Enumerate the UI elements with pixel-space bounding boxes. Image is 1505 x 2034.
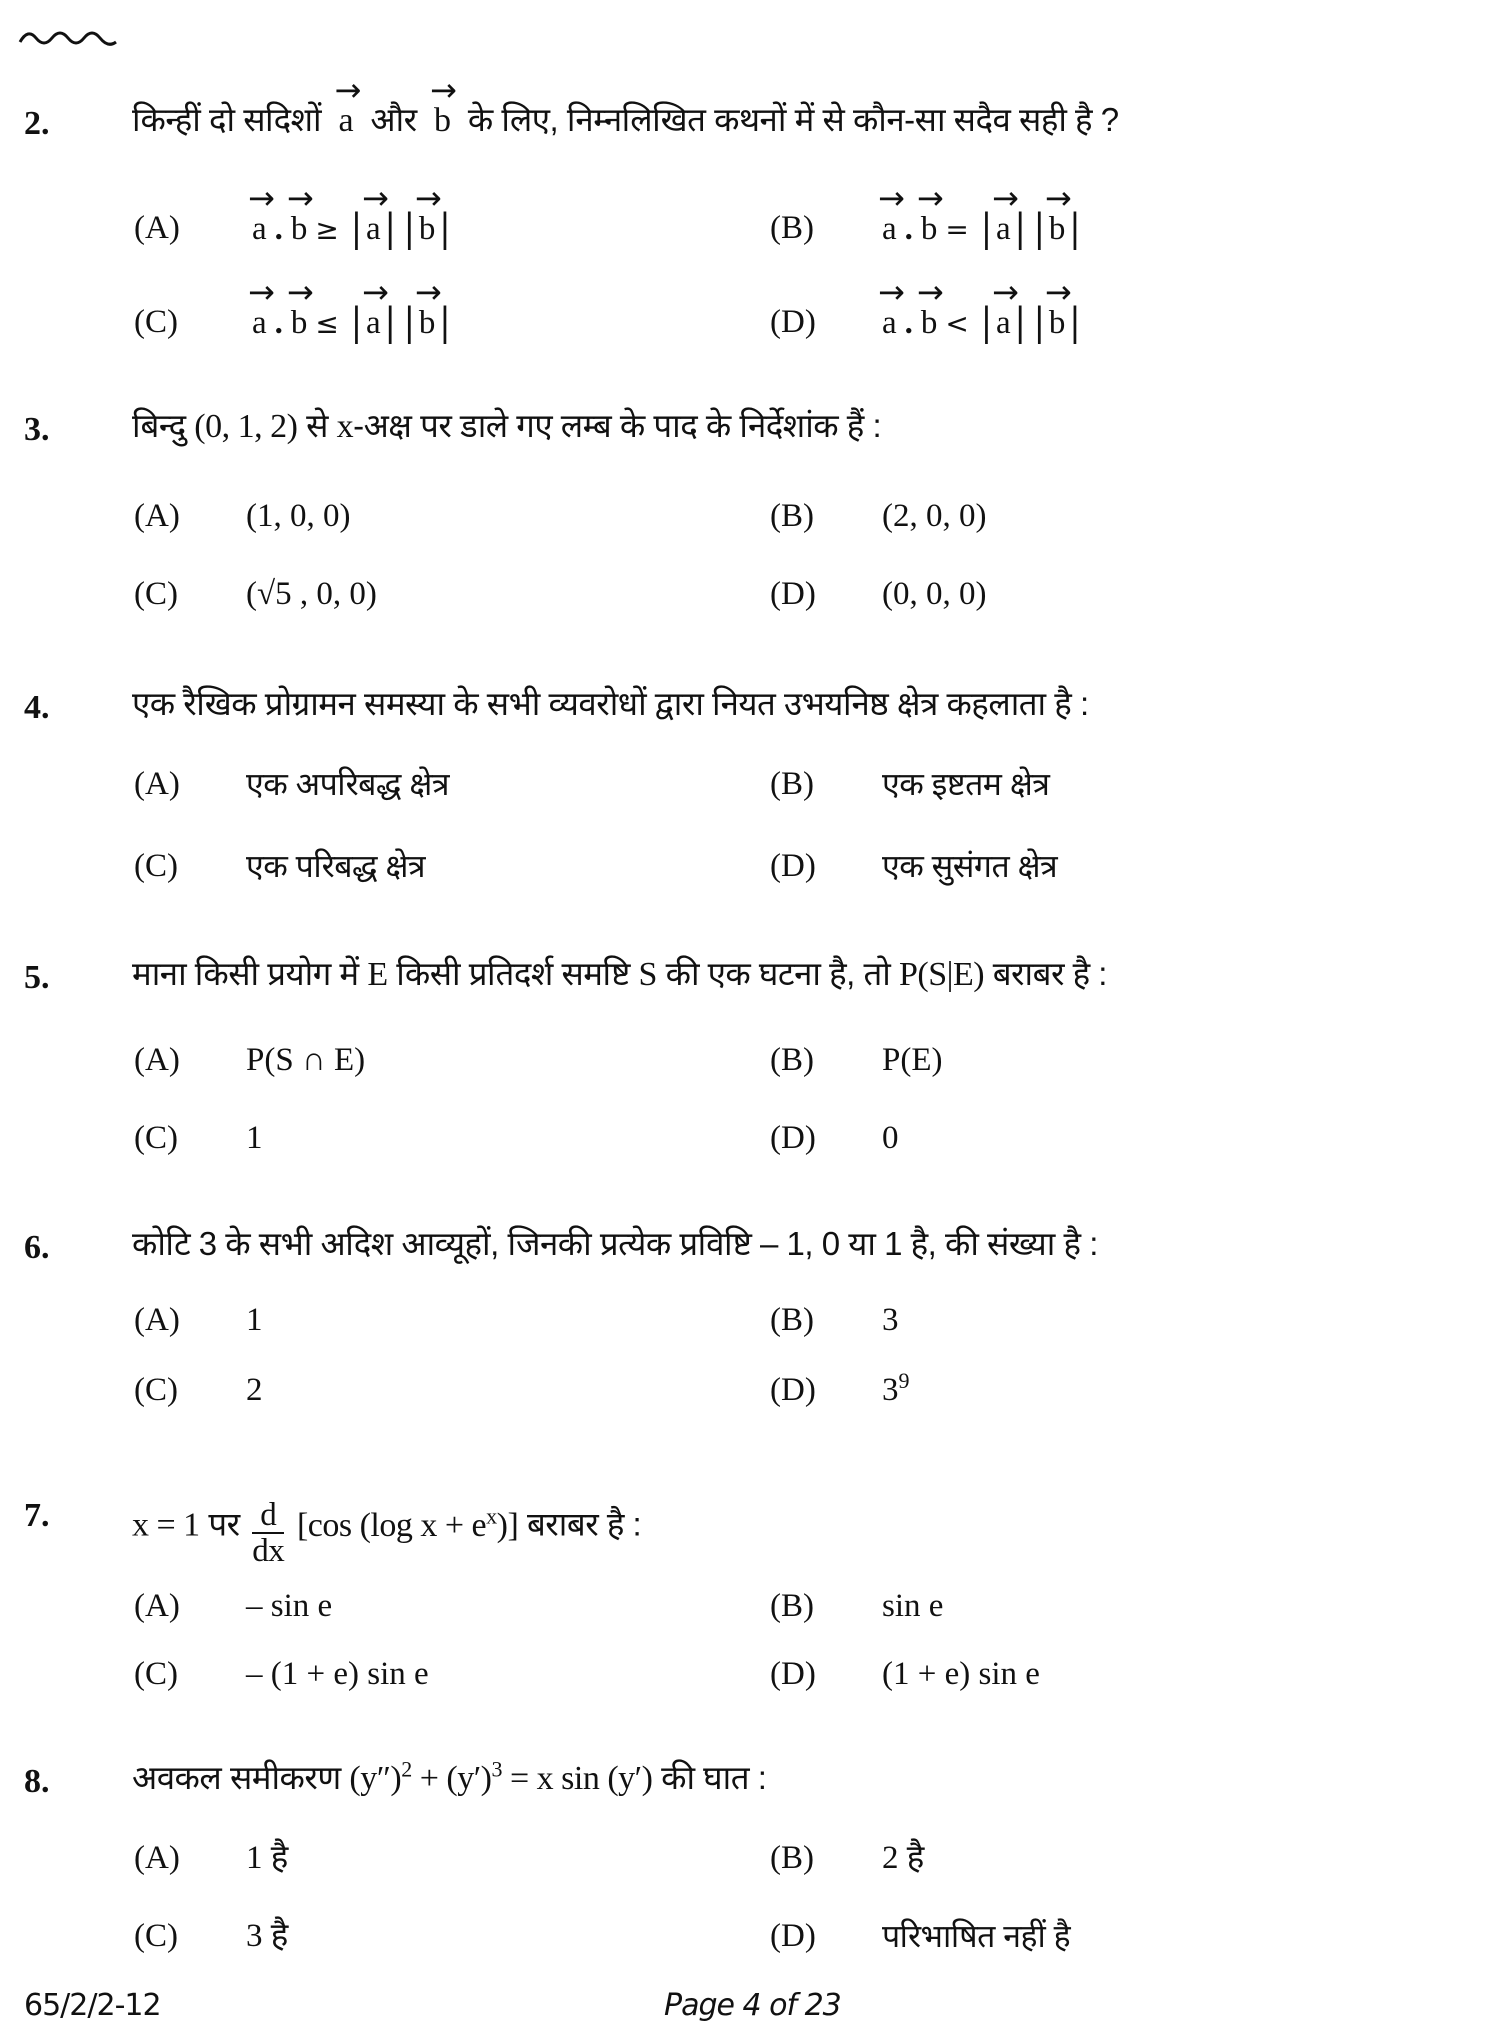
text-segment: की एक घटना है, तो — [665, 955, 891, 992]
question-text — [132, 1758, 766, 1799]
question-number: 7. — [24, 1497, 50, 1534]
base: 3 — [882, 1372, 899, 1408]
relation-symbol: ≥ — [315, 213, 339, 246]
option-value: परिभाषित नहीं है — [882, 1918, 1071, 1954]
option-value: → a . → b < | → a | | → b | — [882, 302, 1085, 344]
option-label: (C) — [134, 1918, 178, 1954]
option-value: – (1 + e) sin e — [246, 1656, 429, 1692]
option-label: (D) — [770, 1372, 816, 1408]
option-value: एक परिबद्ध क्षेत्र — [246, 848, 426, 884]
page-number: Page 4 of 23 — [664, 1988, 841, 2023]
question-number: 3. — [24, 411, 50, 448]
option-value: एक इष्टतम क्षेत्र — [882, 766, 1050, 802]
question-number: 5. — [24, 959, 50, 996]
option-value: (2, 0, 0) — [882, 498, 987, 534]
option-value: → a . → b = | → a | | → b | — [882, 208, 1085, 250]
eq-part: (y″) — [349, 1760, 402, 1797]
question-text — [132, 1492, 642, 1569]
text-segment: किन्हीं दो सदिशों — [132, 101, 322, 138]
question-number: 2. — [24, 105, 50, 142]
option-label: (B) — [770, 1840, 814, 1876]
text-segment: की घात : — [661, 1759, 767, 1796]
option-label: (B) — [770, 210, 814, 246]
text-segment: बिन्दु — [132, 407, 186, 444]
option-label: (B) — [770, 498, 814, 534]
text-segment: माना किसी प्रयोग में — [132, 955, 359, 992]
option-value: → a . → b ≥ | → a | | → b | — [252, 208, 455, 250]
text-segment: से — [306, 407, 328, 444]
text-segment: के लिए, निम्नलिखित कथनों में से कौन-सा सदैव सही है ? — [467, 101, 1119, 138]
option-value: 2 है — [882, 1840, 925, 1876]
probability-expression: P(S|E) — [899, 956, 985, 993]
option-value: → a . → b ≤ | → a | | → b | — [252, 302, 455, 344]
exponent: x — [486, 1503, 497, 1529]
relation-symbol: = — [945, 213, 969, 246]
relation-symbol: < — [945, 307, 969, 340]
vector-b: → b — [434, 101, 451, 141]
option-value: 0 — [882, 1120, 899, 1156]
option-label: (D) — [770, 576, 816, 612]
question-number: 4. — [24, 689, 50, 726]
option-label: (A) — [134, 1588, 180, 1624]
option-label: (C) — [134, 576, 178, 612]
option-label: (A) — [134, 1042, 180, 1078]
exponent: 3 — [491, 1756, 502, 1782]
text-segment: बराबर है : — [992, 955, 1107, 992]
option-label: (D) — [770, 1656, 816, 1692]
text-segment: और — [370, 101, 417, 138]
fraction-denominator: dx — [252, 1533, 285, 1569]
option-label: (B) — [770, 1588, 814, 1624]
exponent: 2 — [401, 1756, 412, 1782]
question-number: 6. — [24, 1229, 50, 1266]
text-segment: -अक्ष पर डाले गए लम्ब के पाद के निर्देशांक हैं : — [353, 407, 882, 444]
derivative-fraction — [252, 1498, 284, 1568]
text-segment: अवकल समीकरण — [132, 1759, 341, 1796]
option-value: P(S ∩ E) — [246, 1042, 366, 1078]
option-value: P(E) — [882, 1042, 943, 1078]
squiggle-decoration-icon — [18, 24, 118, 52]
option-value: 2 — [246, 1372, 263, 1408]
expr-part: )] — [496, 1506, 519, 1544]
question-number: 8. — [24, 1763, 50, 1800]
question-text — [132, 100, 1119, 141]
equation — [349, 1756, 653, 1797]
relation-symbol: ≤ — [315, 307, 339, 340]
option-value: (√5 , 0, 0) — [246, 576, 377, 612]
option-value: (1, 0, 0) — [246, 498, 351, 534]
option-value: एक अपरिबद्ध क्षेत्र — [246, 766, 450, 802]
option-value: – sin e — [246, 1588, 333, 1624]
option-label: (B) — [770, 766, 814, 802]
option-label: (B) — [770, 1302, 814, 1338]
event-variable: E — [367, 956, 388, 993]
fraction-numerator: d — [252, 1498, 284, 1534]
eq-part: + (y′) — [411, 1760, 492, 1797]
option-value: 1 — [246, 1302, 263, 1338]
sample-space-variable: S — [638, 956, 657, 993]
question-text: एक रैखिक प्रोग्रामन समस्या के सभी व्यवरोधों द्वारा नियत उभयनिष्ठ क्षेत्र कहलाता है : — [132, 685, 1089, 722]
option-value — [882, 1370, 910, 1410]
option-label: (D) — [770, 848, 816, 884]
option-value: (1 + e) sin e — [882, 1656, 1040, 1692]
option-value: एक सुसंगत क्षेत्र — [882, 848, 1058, 884]
option-label: (D) — [770, 1918, 816, 1954]
exponent: 9 — [898, 1368, 910, 1393]
question-text: कोटि 3 के सभी अदिश आव्यूहों, जिनकी प्रत्येक प्रविष्टि – 1, 0 या 1 है, की संख्या है : — [132, 1225, 1098, 1262]
axis-variable: x — [336, 408, 354, 445]
option-label: (A) — [134, 498, 180, 534]
option-label: (D) — [770, 304, 816, 340]
expr-part: [cos (log x + e — [296, 1506, 487, 1544]
paper-code: 65/2/2-12 — [24, 1988, 161, 2023]
option-label: (A) — [134, 210, 180, 246]
option-label: (A) — [134, 1840, 180, 1876]
option-label: (C) — [134, 1372, 178, 1408]
eq-part: = x sin (y′) — [502, 1760, 653, 1797]
option-label: (C) — [134, 1656, 178, 1692]
option-value: 3 — [882, 1302, 899, 1338]
option-label: (A) — [134, 1302, 180, 1338]
option-value: (0, 0, 0) — [882, 576, 987, 612]
condition: x = 1 — [132, 1506, 200, 1544]
vector-a: → a — [338, 101, 353, 141]
option-value: 1 — [246, 1120, 263, 1156]
option-value: sin e — [882, 1588, 944, 1624]
option-value: 1 है — [246, 1840, 289, 1876]
text-segment: पर — [208, 1505, 240, 1543]
option-value: 3 है — [246, 1918, 289, 1954]
expression — [296, 1503, 519, 1544]
question-text — [132, 406, 881, 447]
option-label: (A) — [134, 766, 180, 802]
question-text — [132, 954, 1107, 995]
point-coordinates: (0, 1, 2) — [194, 408, 298, 445]
option-label: (C) — [134, 304, 178, 340]
option-label: (B) — [770, 1042, 814, 1078]
option-label: (C) — [134, 848, 178, 884]
text-segment: किसी प्रतिदर्श समष्टि — [396, 955, 630, 992]
option-label: (D) — [770, 1120, 816, 1156]
text-segment: बराबर है : — [526, 1505, 642, 1543]
option-label: (C) — [134, 1120, 178, 1156]
